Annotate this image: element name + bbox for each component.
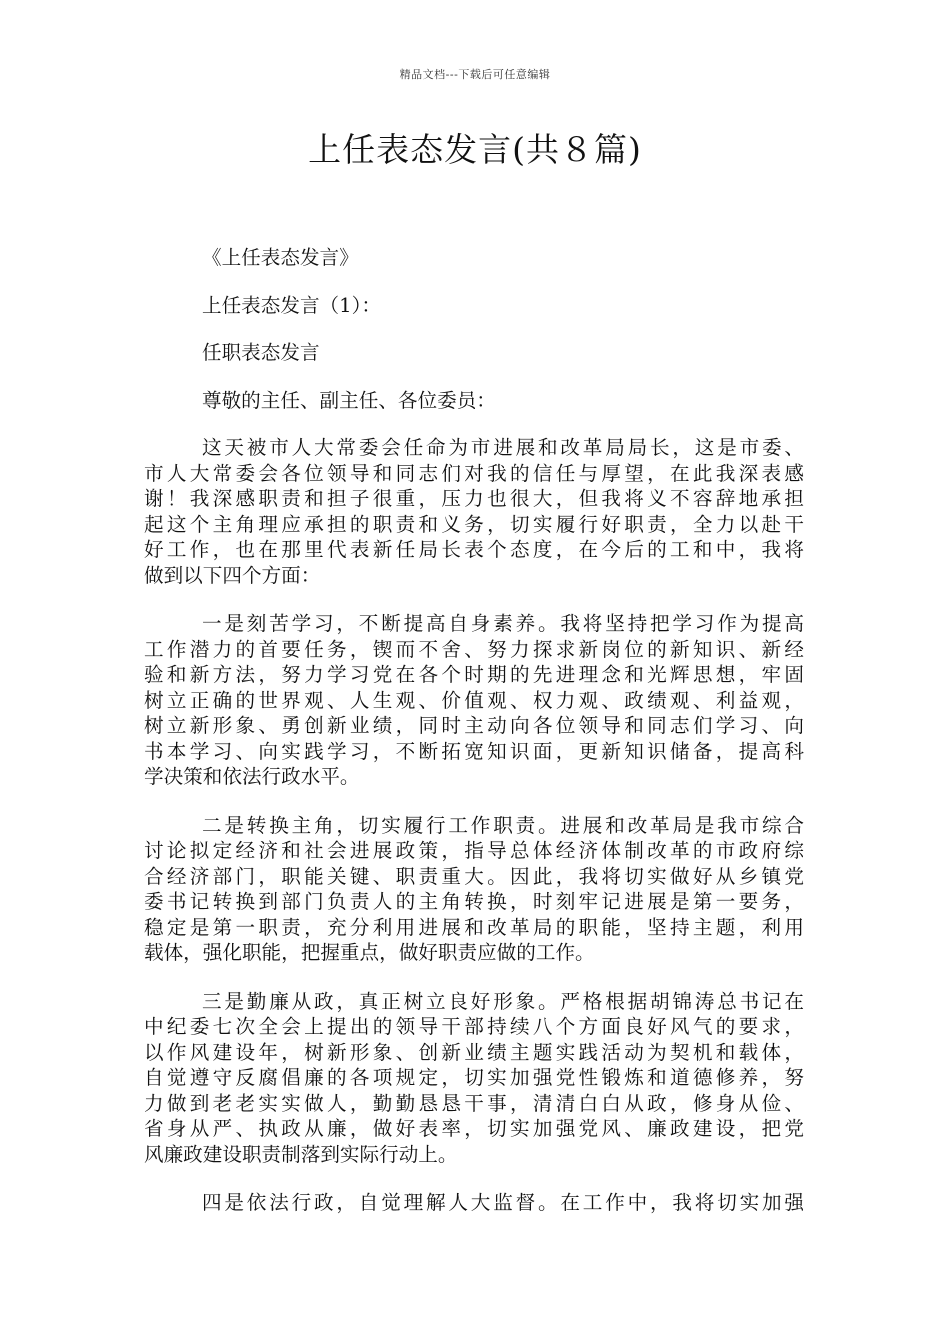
paragraph [144,611,804,790]
paragraph [144,989,804,1168]
intro-line: 《上任表态发言》 [202,246,359,269]
header-note: 精品文档---下载后可任意编辑 [399,68,551,81]
paragraph-line: 做到以下四个方面： [144,563,321,587]
paragraph-line: 这天被市人大常委会任命为市进展和改革局局长，这是市委、 [202,436,804,459]
paragraph-line: 谢！我深感职责和担子很重，压力也很大，但我将义不容辞地承担 [144,487,804,510]
paragraph-line: 书本学习、向实践学习，不断拓宽知识面，更新知识储备，提高科 [144,739,804,763]
paragraph [144,1190,804,1216]
paragraph [144,435,804,588]
paragraph [144,813,804,966]
paragraph-line: 省身从严、执政从廉，做好表率，切实加强党风、廉政建设，把党 [144,1117,804,1140]
document-body [144,245,804,1239]
paragraph-line: 以作风建设年，树新形象、创新业绩主题实践活动为契机和载体， [144,1040,804,1064]
paragraph-line: 二是转换主角，切实履行工作职责。进展和改革局是我市综合 [202,813,804,837]
paragraph-line: 工作潜力的首要任务，锲而不舍、努力探求新岗位的新知识、新经 [144,637,804,661]
paragraph-line: 验和新方法，努力学习党在各个时期的先进理念和光辉思想，牢固 [144,663,804,686]
paragraph-line: 力做到老老实实做人，勤勤恳恳干事，清清白白从政，修身从俭、 [144,1091,804,1115]
paragraph-line: 一是刻苦学习，不断提高自身素养。我将坚持把学习作为提高 [202,612,804,635]
paragraph-line: 四是依法行政，自觉理解人大监督。在工作中，我将切实加强 [202,1191,804,1214]
paragraph-line: 起这个主角理应承担的职责和义务，切实履行好职责，全力以赴干 [144,512,804,536]
paragraph-line: 树立正确的世界观、人生观、价值观、权力观、政绩观、利益观， [144,688,804,712]
paragraph-line: 风廉政建设职责制落到实际行动上。 [144,1142,458,1166]
paragraph-line: 学决策和依法行政水平。 [144,765,360,788]
paragraph-line: 三是勤廉从政，真正树立良好形象。严格根据胡锦涛总书记在 [202,989,804,1013]
paragraph-line: 载体，强化职能，把握重点，做好职责应做的工作。 [144,941,595,964]
paragraph-line: 讨论拟定经济和社会进展政策，指导总体经济体制改革的市政府综 [144,839,804,862]
paragraph-line: 树立新形象、勇创新业绩，同时主动向各位领导和同志们学习、向 [144,714,804,737]
paragraph-line: 好工作，也在那里代表新任局长表个态度，在今后的工和中，我将 [144,538,804,561]
paragraph-line: 委书记转换到部门负责人的主角转换，时刻牢记进展是第一要务， [144,890,804,913]
page-title: 上任表态发言(共８篇) [308,130,642,169]
intro-line: 尊敬的主任、副主任、各位委员： [202,388,496,412]
paragraph-line: 中纪委七次全会上提出的领导干部持续八个方面良好风气的要求， [144,1015,804,1038]
paragraph-line: 稳定是第一职责，充分利用进展和改革局的职能，坚持主题，利用 [144,915,804,939]
intro-line: 任职表态发言 [202,341,320,364]
paragraph-line: 自觉遵守反腐倡廉的各项规定，切实加强党性锻炼和道德修养，努 [144,1066,804,1089]
paragraph-line: 合经济部门，职能关键、职责重大。因此，我将切实做好从乡镇党 [144,864,804,888]
intro-line: 上任表态发言（1）： [202,293,382,317]
paragraph-line: 市人大常委会各位领导和同志们对我的信任与厚望，在此我深表感 [144,461,804,485]
